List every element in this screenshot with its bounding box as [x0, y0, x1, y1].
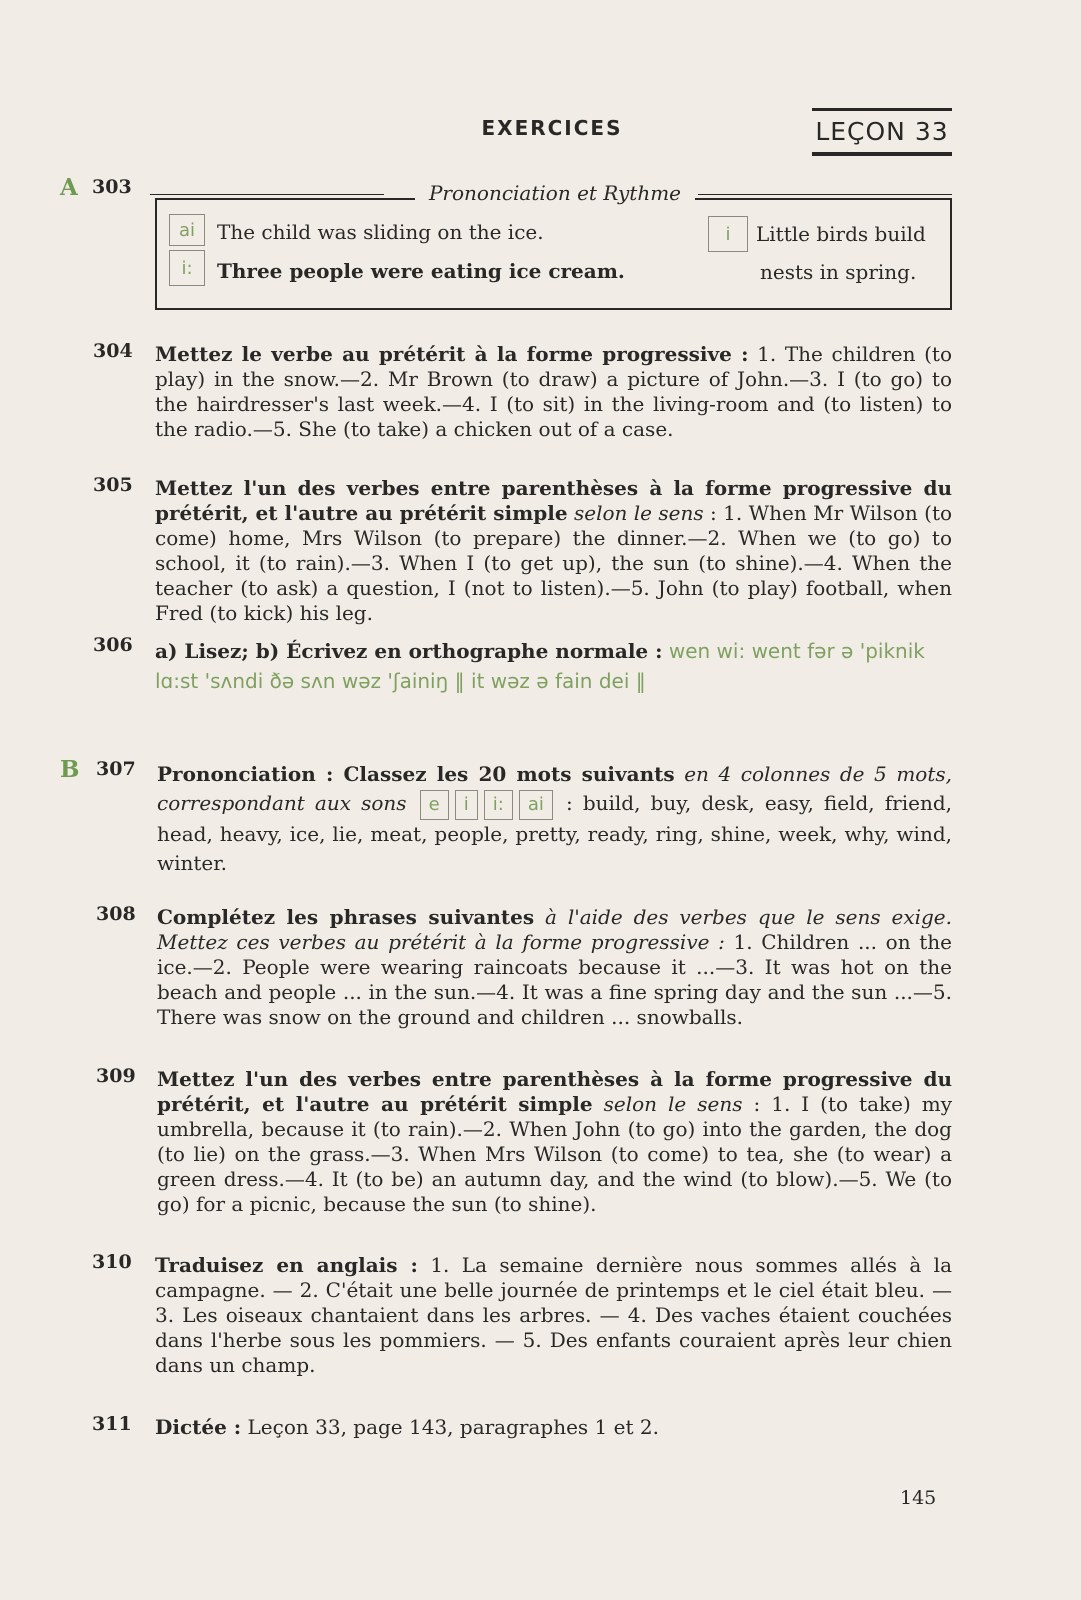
exercise-306-instruction: a) Lisez; b) Écrivez en orthographe normale : [155, 639, 663, 663]
exercise-304-number: 304 [93, 340, 133, 362]
lesson-label: LEÇON 33 [812, 108, 952, 156]
exercise-310-body: 1. La semaine dernière nous sommes allés à la campagne. — 2. C'était une belle journée de printemps et le ciel était bleu. — 3. Les oiseaux chantaient dans les arbres. — 4. Des vaches étaient couchées dans l'herbe sous les pommiers. — 5. Des enfants couraient après leur chien dans un champ. [155, 1253, 952, 1377]
exercise-310-number: 310 [92, 1251, 132, 1273]
phoneme-i-box-307: i [455, 790, 478, 820]
exercise-309-instruction: Mettez l'un des verbes entre parenthèses à la forme progressive du prétérit, et l'autre au prétérit simple [157, 1067, 952, 1116]
pronunciation-box [155, 198, 952, 310]
exercise-309-mode: selon le sens [603, 1092, 743, 1116]
exercise-308-number: 308 [96, 903, 136, 925]
exercise-307-instruction: Prononciation : Classez les 20 mots suivants [157, 762, 675, 786]
phoneme-ai-box: ai [169, 214, 205, 246]
exercise-308-body: 1. Children ... on the ice.—2. People were wearing raincoats because it ...—3. It was hot on the beach and people ... in the sun.—4. It was a fine spring day and the sun ...—5. There was snow on the ground and children ... snowballs. [157, 930, 952, 1029]
exercise-306-number: 306 [93, 634, 133, 656]
exercise-307-mode: en 4 colonnes de 5 mots, correspondant aux sons [157, 762, 953, 815]
exercise-311-number: 311 [92, 1413, 132, 1435]
phoneme-e-box: e [420, 790, 449, 820]
exercise-305-instruction: Mettez l'un des verbes entre parenthèses à la forme progressive du prétérit, et l'autre au prétérit simple [155, 476, 952, 525]
section-a-label: A [60, 174, 78, 201]
exercise-305-mode: selon le sens [573, 501, 704, 525]
exercise-305-body: 1. When Mr Wilson (to come) home, Mrs Wilson (to prepare) the dinner.—2. When we (to go) to school, it (to rain).—3. When I (to get up), the sun (to shine).—4. When the teacher (to ask) a question, I (not to listen).—5. John (to play) football, when Fred (to kick) his leg. [155, 501, 953, 625]
exercise-311-body: Leçon 33, page 143, paragraphes 1 et 2. [247, 1415, 659, 1439]
exercise-311-text [155, 1415, 952, 1440]
pbox-rule-left [150, 194, 384, 195]
exercise-308-mode: à l'aide des verbes que le sens exige. Mettez ces verbes au prétérit à la forme progressive : [157, 905, 952, 954]
section-b-label: B [60, 756, 80, 783]
phoneme-ii-box: i: [169, 250, 205, 286]
exercise-304-body: 1. The children (to play) in the snow.—2. Mr Brown (to draw) a picture of John.—3. I (to go) to the hairdresser's last week.—4. I (to sit) in the living-room and (to listen) to the radio.—5. She (to take) a chicken out of a case. [155, 342, 953, 441]
exercise-307-number: 307 [96, 758, 136, 780]
page-number: 145 [900, 1487, 937, 1509]
rhythm-line-1: The child was sliding on the ice. [217, 220, 544, 244]
rhythm-line-3a: Little birds build [756, 222, 926, 246]
page-header-title: EXERCICES [481, 116, 623, 140]
exercise-310-text [155, 1253, 952, 1378]
phoneme-ai-box-307: ai [519, 790, 553, 820]
exercise-307-text [157, 760, 952, 878]
exercise-308-instruction: Complétez les phrases suivantes [157, 905, 535, 929]
exercise-303-number: 303 [92, 176, 132, 198]
exercise-305-number: 305 [93, 474, 133, 496]
exercise-305-text: Mettez l'un des verbes entre parenthèses à la forme progressive du prétérit, et l'autre au prétérit simple selon le sens : 1. When Mr Wilson (to come) home, Mrs Wilson (to prepare) the dinner.—2. When we (to go) to school, it (to rain).—3. When I (to get up), the sun (to shine).—4. When the teacher (to ask) a question, I (not to listen).—5. John (to play) football, when Fred (to kick) his leg. [155, 476, 953, 625]
pbox-rule-right [698, 194, 952, 195]
exercise-309-text: Mettez l'un des verbes entre parenthèses à la forme progressive du prétérit, et l'autre au prétérit simple selon le sens : 1. I (to take) my umbrella, because it (to rain).—2. When John (to go) into the garden, the dog (to lie) on the grass.—3. When Mrs Wilson (to come) to tea, she (to wear) a green dress.—4. It (to be) an autumn day, and the wind (to blow).—5. We (to go) for a picnic, because the sun (to shine). [157, 1067, 953, 1216]
rhythm-line-2: Three people were eating ice cream. [217, 259, 625, 283]
exercise-310-instruction: Traduisez en anglais : [155, 1253, 418, 1277]
exercise-309-number: 309 [96, 1065, 136, 1087]
exercise-306-phonetic-1: wen wi: went fər ə 'piknik [668, 639, 925, 663]
exercise-308-text [157, 905, 952, 1030]
pronunciation-box-title: Prononciation et Rythme [415, 181, 695, 205]
exercise-309-body: 1. I (to take) my umbrella, because it (to rain).—2. When John (to go) into the garden, the dog (to lie) on the grass.—3. When Mrs Wilson (to come) to tea, she (to wear) a green dress.—4. It (to be) an autumn day, and the wind (to blow).—5. We (to go) for a picnic, because the sun (to shine). [157, 1092, 953, 1216]
exercise-306-phonetic-2: lɑ:st 'sʌndi ðə sʌn wəz 'ʃainiŋ ‖ it wəz ə fain dei ‖ [155, 669, 646, 693]
exercise-306-text [155, 636, 952, 696]
exercise-304-instruction: Mettez le verbe au prétérit à la forme progressive : [155, 342, 749, 366]
phoneme-ii-box-307: i: [484, 790, 513, 820]
rhythm-line-3b: nests in spring. [760, 260, 917, 284]
exercise-311-instruction: Dictée : [155, 1415, 242, 1439]
exercise-304-text [155, 342, 952, 442]
phoneme-i-box: i [708, 216, 748, 252]
exercise-307-words: : build, buy, desk, easy, field, friend, head, heavy, ice, lie, meat, people, pretty, ready, ring, shine, week, why, wind, winter. [157, 791, 953, 875]
